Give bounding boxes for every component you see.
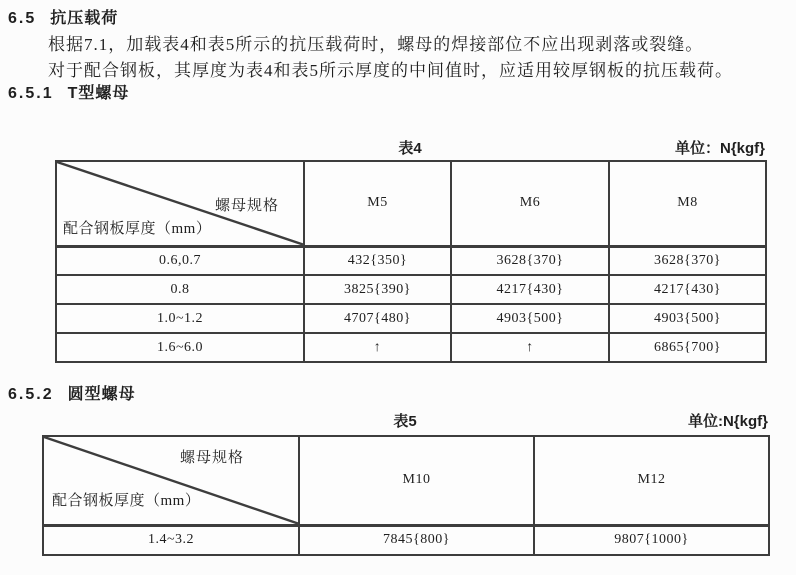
plate-thickness-label: 配合钢板厚度（mm） <box>52 492 201 509</box>
nut-spec-label: 螺母规格 <box>179 450 244 466</box>
section-heading-6-5-1 <box>8 80 129 103</box>
table5-unit-label: 单位:N{kgf} <box>687 413 768 430</box>
load-value-cell: 7845{800} <box>299 525 534 555</box>
thickness-cell: 0.8 <box>56 275 304 304</box>
table4-caption: 表4 <box>398 140 422 157</box>
load-value-cell: 4903{500} <box>609 304 766 333</box>
plate-thickness-label: 配合钢板厚度（mm） <box>63 220 212 237</box>
section-number: 6.5 <box>8 10 37 27</box>
nut-spec-label: 螺母规格 <box>214 198 279 214</box>
load-value-cell: 4707{480} <box>304 304 451 333</box>
table-row <box>56 275 766 304</box>
load-value-cell: 432{350} <box>304 246 451 275</box>
thickness-cell: 1.4~3.2 <box>43 525 299 555</box>
load-value-cell: 4217{430} <box>609 275 766 304</box>
table4-t-nut-loads <box>55 160 767 363</box>
table5-round-nut-loads <box>42 435 770 556</box>
load-value-cell: 3825{390} <box>304 275 451 304</box>
thickness-cell: 0.6,0.7 <box>56 246 304 275</box>
paragraph-compression-load-1: 根据7.1，加载表4和表5所示的抗压载荷时，螺母的焊接部位不应出现剥落或裂缝。 <box>48 35 704 54</box>
table-row <box>56 333 766 362</box>
section-heading-6-5 <box>8 5 118 28</box>
table-header-row <box>43 436 769 525</box>
table4-caption-row <box>55 137 765 157</box>
thickness-cell: 1.0~1.2 <box>56 304 304 333</box>
section-title: 圆型螺母 <box>67 386 136 403</box>
table-row <box>43 525 769 555</box>
column-header-m6: M6 <box>451 161 609 246</box>
table-row <box>56 246 766 275</box>
up-arrow-icon: ↑ <box>451 333 609 362</box>
diagonal-header-cell <box>43 436 299 525</box>
load-value-cell: 3628{370} <box>609 246 766 275</box>
table-header-row <box>56 161 766 246</box>
section-title: T型螺母 <box>67 85 130 102</box>
table5-caption: 表5 <box>393 413 417 430</box>
load-value-cell: 4217{430} <box>451 275 609 304</box>
column-header-m10: M10 <box>299 436 534 525</box>
column-header-m8: M8 <box>609 161 766 246</box>
load-value-cell: 3628{370} <box>451 246 609 275</box>
load-value-cell: 6865{700} <box>609 333 766 362</box>
load-value-cell: 9807{1000} <box>534 525 769 555</box>
thickness-cell: 1.6~6.0 <box>56 333 304 362</box>
column-header-m12: M12 <box>534 436 769 525</box>
table4-unit-label: 单位：N{kgf} <box>674 140 765 157</box>
table-row <box>56 304 766 333</box>
diagonal-header-cell <box>56 161 304 246</box>
section-number: 6.5.1 <box>8 85 54 102</box>
section-title: 抗压载荷 <box>50 10 119 27</box>
up-arrow-icon: ↑ <box>304 333 451 362</box>
diagonal-line <box>44 437 298 524</box>
section-heading-6-5-2 <box>8 381 136 404</box>
table5-caption-row <box>42 410 768 430</box>
column-header-m5: M5 <box>304 161 451 246</box>
paragraph-compression-load-2: 对于配合钢板，其厚度为表4和表5所示厚度的中间值时，应适用较厚钢板的抗压载荷。 <box>48 61 733 80</box>
section-number: 6.5.2 <box>8 386 54 403</box>
load-value-cell: 4903{500} <box>451 304 609 333</box>
